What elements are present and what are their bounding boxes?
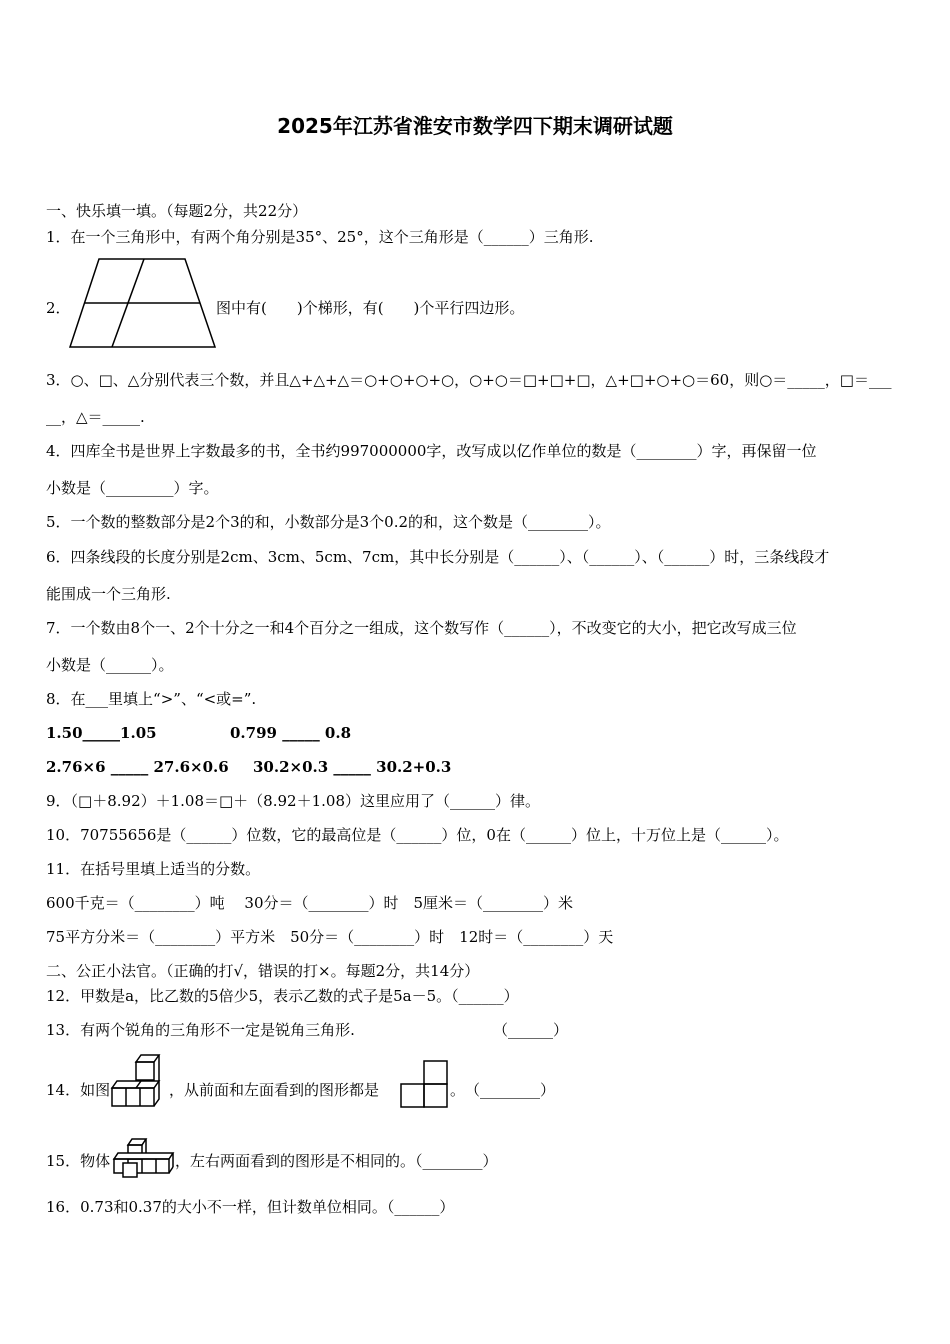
question-14-before: 14．如图 <box>46 1081 111 1099</box>
question-14-middle: ，从前面和左面看到的图形都是 <box>169 1081 380 1099</box>
question-13-blank: （______） <box>493 1021 569 1039</box>
question-1: 1．在一个三角形中，有两个角分别是35°、25°，这个三角形是（______）三角形. <box>46 228 594 246</box>
question-12: 12．甲数是a，比乙数的5倍少5，表示乙数的式子是5a－5。（______） <box>46 987 519 1005</box>
question-13-text: 13．有两个锐角的三角形不一定是锐角三角形. <box>46 1021 355 1039</box>
question-11-stem: 11．在括号里填上适当的分数。 <box>46 860 261 878</box>
question-8-item-a: 1.50_____1.05 <box>46 724 157 742</box>
question-16: 16．0.73和0.37的大小不一样，但计数单位相同。（______） <box>46 1198 455 1216</box>
question-8-item-d: 30.2×0.3 _____ 30.2+0.3 <box>253 758 452 776</box>
question-2-text: 图中有( )个梯形，有( )个平行四边形。 <box>216 299 525 317</box>
question-7-line-2: 小数是（______）。 <box>46 656 174 674</box>
trapezoid-figure <box>66 256 218 350</box>
question-4-line-1: 4．四库全书是世界上字数最多的书，全书约997000000字，改写成以亿作单位的数是（________）字，再保留一位 <box>46 442 817 460</box>
page-title: 2025年江苏省淮安市数学四下期末调研试题 <box>277 114 673 138</box>
question-14-after: 。 （________） <box>450 1081 556 1099</box>
view-shape-figure <box>400 1060 448 1108</box>
object-figure <box>109 1134 175 1178</box>
question-5: 5．一个数的整数部分是2个3的和，小数部分是3个0.2的和，这个数是（________）。 <box>46 513 611 531</box>
question-15-before: 15．物体 <box>46 1152 111 1170</box>
question-4-line-2: 小数是（_________）字。 <box>46 479 219 497</box>
question-3-line-1: 3．○、□、△分别代表三个数，并且△+△+△＝○+○+○+○，○+○＝□+□+□，△+□+○+○＝60，则○＝_____，□＝___ <box>46 371 892 389</box>
question-6-line-1: 6．四条线段的长度分别是2cm、3cm、5cm、7cm，其中长分别是（______）、（______）、（______）时，三条线段才 <box>46 548 830 566</box>
question-15-after: ，左右两面看到的图形是不相同的。（________） <box>175 1152 498 1170</box>
question-10: 10．70755656是（______）位数，它的最高位是（______）位，0在（______）位上，十万位上是（______）。 <box>46 826 789 844</box>
question-2-number: 2． <box>46 299 71 317</box>
question-3-line-2: __，△＝_____. <box>46 408 145 426</box>
question-8-stem: 8．在___里填上“>”、“<或=”. <box>46 690 257 708</box>
question-8-item-c: 2.76×6 _____ 27.6×0.6 <box>46 758 229 776</box>
question-6-line-2: 能围成一个三角形. <box>46 585 171 603</box>
question-11-row-1: 600千克＝（________）吨 30分＝（________）时 5厘米＝（________）米 <box>46 894 574 912</box>
section-1-heading: 一、快乐填一填。（每题2分，共22分） <box>46 202 308 220</box>
section-2-heading: 二、公正小法官。（正确的打√，错误的打×。每题2分，共14分） <box>46 962 480 980</box>
question-11-row-2: 75平方分米＝（________）平方米 50分＝（________）时 12时＝（________）天 <box>46 928 614 946</box>
question-9: 9．（□＋8.92）＋1.08＝□＋（8.92＋1.08）这里应用了（______）律。 <box>46 792 540 810</box>
question-7-line-1: 7．一个数由8个一、2个十分之一和4个百分之一组成，这个数写作（______），不改变它的大小，把它改写成三位 <box>46 619 797 637</box>
question-8-item-b: 0.799 _____ 0.8 <box>230 724 352 742</box>
cube-stack-figure <box>109 1052 167 1110</box>
